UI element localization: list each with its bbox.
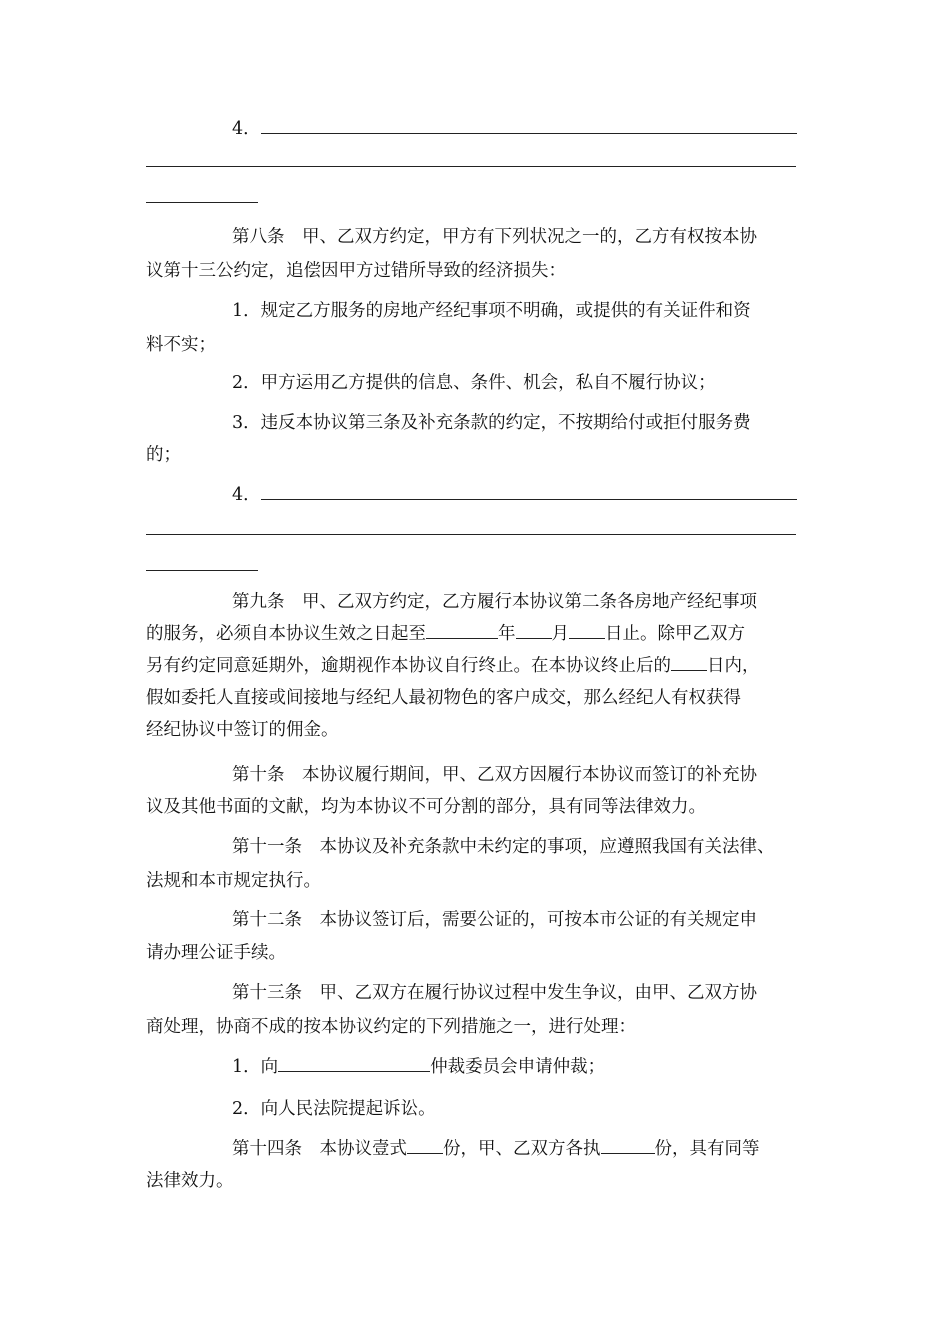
text-segment: 月: [551, 624, 569, 644]
article-12-line-1: 第十二条 本协议签订后，需要公证的，可按本市公证的有关规定申: [232, 910, 757, 930]
text-segment: 日内，: [707, 656, 760, 676]
article-8-item-4: [232, 478, 806, 512]
article-12-line-2: 请办理公证手续。: [146, 943, 286, 963]
text-segment: 日止。除甲乙双方: [605, 624, 745, 644]
fill-in-blank: [146, 202, 258, 203]
text-segment: 第十四条 本协议壹式: [232, 1139, 407, 1159]
article-13-line-2: 商处理，协商不成的按本协议约定的下列措施之一，进行处理：: [146, 1017, 636, 1037]
item-4-top: [232, 112, 806, 146]
article-14-line-2: 法律效力。: [146, 1171, 234, 1191]
fill-in-blank: [261, 481, 797, 500]
fill-in-blank: [146, 534, 796, 535]
article-8-item-2: 2．甲方运用乙方提供的信息、条件、机会，私自不履行协议；: [232, 373, 716, 393]
days-blank: [671, 652, 707, 671]
date-month-blank: [516, 620, 552, 639]
article-8-line-1: 第八条 甲、乙双方约定，甲方有下列状况之一的，乙方有权按本协: [232, 227, 757, 247]
copies-each-blank: [601, 1135, 655, 1154]
date-year-blank: [426, 620, 498, 639]
text-segment: 年: [498, 624, 516, 644]
article-9-line-5: 经纪协议中签订的佣金。: [146, 720, 339, 740]
date-day-blank: [569, 620, 605, 639]
fill-in-blank: [261, 115, 797, 134]
article-8-item-1: 1．规定乙方服务的房地产经纪事项不明确，或提供的有关证件和资: [232, 301, 751, 321]
text-segment: 份，甲、乙双方各执: [443, 1139, 601, 1159]
item-number: 4．: [232, 485, 261, 505]
article-8-line-2: 议第十三公约定，追偿因甲方过错所导致的经济损失：: [146, 261, 566, 281]
article-8-item-3: 3．违反本协议第三条及补充条款的约定，不按期给付或拒付服务费: [232, 413, 751, 433]
article-11-line-1: 第十一条 本协议及补充条款中未约定的事项，应遵照我国有关法律、: [232, 837, 775, 857]
text-segment: 1．向: [232, 1057, 279, 1077]
copies-count-blank: [407, 1135, 443, 1154]
article-8-item-1-cont: 料不实；: [146, 335, 216, 355]
article-13-item-2: 2．向人民法院提起诉讼。: [232, 1099, 436, 1119]
fill-in-blank: [146, 570, 258, 571]
article-8-item-3-cont: 的；: [146, 445, 181, 465]
text-segment: 的服务，必须自本协议生效之日起至: [146, 624, 426, 644]
article-9-line-2: [146, 617, 806, 651]
fill-in-blank: [146, 166, 796, 167]
article-9-line-3: [146, 649, 806, 683]
text-segment: 另有约定同意延期外，逾期视作本协议自行终止。在本协议终止后的: [146, 656, 671, 676]
item-number: 4．: [232, 119, 261, 139]
article-10-line-1: 第十条 本协议履行期间，甲、乙双方因履行本协议而签订的补充协: [232, 765, 757, 785]
article-9-line-4: 假如委托人直接或间接地与经纪人最初物色的客户成交，那么经纪人有权获得: [146, 688, 741, 708]
text-segment: 仲裁委员会申请仲裁；: [430, 1057, 606, 1077]
arbitration-commission-blank: [278, 1053, 430, 1072]
article-9-line-1: 第九条 甲、乙双方约定，乙方履行本协议第二条各房地产经纪事项: [232, 592, 757, 612]
article-10-line-2: 议及其他书面的文献，均为本协议不可分割的部分，具有同等法律效力。: [146, 797, 706, 817]
article-11-line-2: 法规和本市规定执行。: [146, 871, 321, 891]
article-13-line-1: 第十三条 甲、乙双方在履行协议过程中发生争议，由甲、乙双方协: [232, 983, 757, 1003]
article-13-item-1: [232, 1050, 806, 1084]
article-14-line-1: [232, 1132, 806, 1166]
text-segment: 份，具有同等: [654, 1139, 760, 1159]
